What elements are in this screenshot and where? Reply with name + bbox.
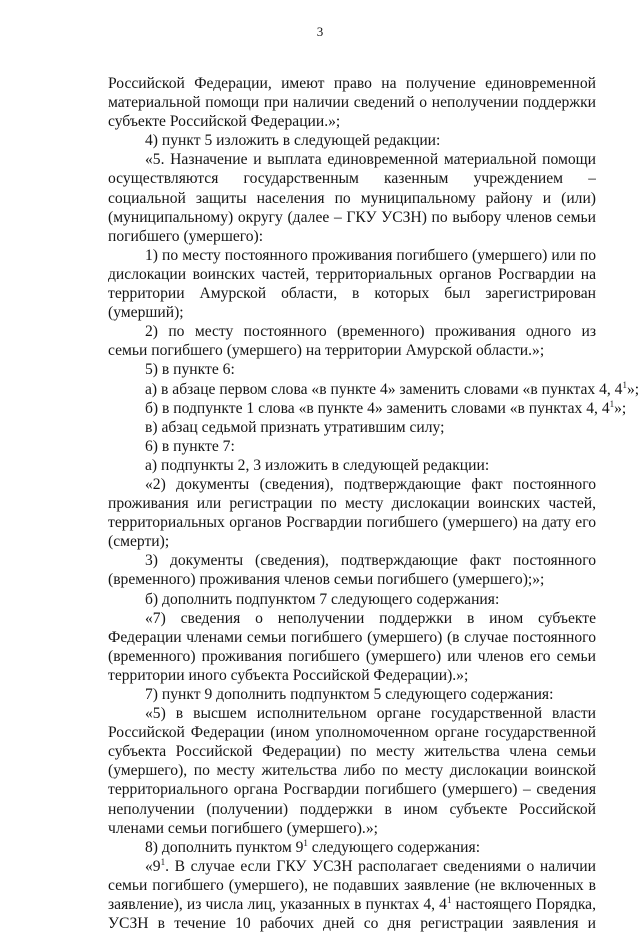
text-line	[108, 551, 596, 570]
text-line	[108, 265, 596, 284]
text-line	[108, 341, 596, 360]
text-line	[108, 437, 596, 456]
text-line-tail: следующего содержания:	[307, 838, 481, 856]
text-line-content: 4) пункт 5 изложить в следующей редакции:	[145, 132, 441, 150]
text-line	[108, 685, 596, 704]
text-line-content: семьи погибшего (умершего) на территории Амурской области.»;	[108, 342, 545, 360]
text-line-content: дислокации воинских частей, территориальных органов Росгвардии на	[108, 265, 596, 283]
text-line-content: территории иного субъекта Российской Федерации).»;	[108, 666, 469, 684]
text-line	[108, 284, 596, 303]
text-line-content: 8) дополнить пунктом 9	[145, 838, 304, 856]
text-line	[108, 570, 596, 589]
text-line	[108, 800, 596, 819]
text-line-content: «5) в высшем исполнительном органе государственной власти	[145, 705, 596, 723]
text-line	[108, 169, 596, 188]
text-line	[108, 398, 627, 418]
text-line-content: б) дополнить подпунктом 7 следующего содержания:	[145, 590, 500, 608]
text-line-content: субъекте Российской Федерации.»;	[108, 113, 341, 131]
text-line	[108, 590, 596, 609]
text-line	[108, 322, 596, 341]
text-line	[108, 532, 596, 551]
text-line	[108, 456, 596, 475]
text-line	[108, 360, 596, 379]
text-line-content: семьи погибшего (умершего), не подавших заявление (не включенных в	[108, 876, 596, 894]
text-line-content: (временного) проживания погибшего (умершего) или членов его семьи	[108, 647, 596, 665]
text-line-content: 7) пункт 9 дополнить подпунктом 5 следующего содержания:	[145, 686, 554, 703]
text-line	[108, 208, 596, 227]
text-line	[108, 246, 596, 265]
text-line	[108, 723, 596, 742]
text-line-content: 5) в пункте 6:	[145, 361, 235, 379]
text-line-content: (смерти);	[108, 533, 170, 551]
text-line-content: субъекта Российской Федерации) по месту жительства члена семьи	[108, 743, 596, 761]
text-line	[108, 418, 596, 437]
text-line-tail: »;	[614, 399, 627, 417]
text-line	[108, 74, 596, 93]
text-line-content: б) в подпункте 1 слова «в пункте 4» заменить словами «в пунктах 4, 4	[145, 399, 610, 417]
text-line-tail: . В случае если ГКУ УСЗН располагает сведениями о наличии	[165, 857, 596, 875]
text-line-tail: »;	[626, 380, 640, 398]
text-line-content: «2) документы (сведения), подтверждающие факт постоянного	[145, 475, 596, 493]
text-line-content: проживания или регистрации по месту дислокации воинских частей,	[108, 495, 596, 513]
text-line	[108, 93, 596, 112]
text-line-content: социальной защиты населения по муниципальному району и (или)	[108, 189, 596, 207]
text-line-content: заявление), из числа лиц, указанных в пунктах 4, 4	[108, 896, 447, 914]
text-line-tail: настоящего Порядка,	[455, 896, 596, 914]
text-line-content: «7) сведения о неполучении поддержки в ином субъекте	[145, 609, 596, 627]
superscript-index: 1	[446, 895, 452, 906]
text-line-content: 2) по месту постоянного (временного) проживания одного из	[145, 323, 596, 341]
text-line-content: 1) по месту постоянного проживания погибшего (умершего) или по	[145, 246, 596, 264]
document-body	[108, 74, 640, 933]
text-line-content: Российской Федерации (ином уполномоченном органе государственной	[108, 724, 596, 742]
text-line	[108, 609, 596, 628]
superscript-index: 1	[303, 837, 308, 848]
text-line-content: членами семьи погибшего (умершего).»;	[108, 819, 378, 837]
text-line-content: (умерший);	[108, 304, 184, 322]
text-line-content: 6) в пункте 7:	[145, 437, 235, 455]
text-line-content: (умершего), по месту жительства либо по месту дислокации воинской	[108, 762, 596, 780]
text-line	[108, 666, 596, 685]
text-line	[108, 704, 596, 723]
text-line-content: «5. Назначение и выплата единовременной материальной помощи	[145, 151, 596, 169]
text-line-content: территории Амурской области, в которых был зарегистрирован	[108, 285, 596, 303]
text-line	[108, 742, 596, 761]
text-line-content: (муниципальному) округу (далее – ГКУ УСЗН) по выбору членов семьи	[108, 208, 596, 226]
text-line-content: «9	[145, 857, 161, 875]
text-line-content: Федерации членами семьи погибшего (умершего) (в случае постоянного	[108, 628, 596, 646]
text-line	[108, 513, 596, 532]
superscript-index: 1	[622, 379, 627, 390]
text-line	[108, 379, 640, 399]
text-line	[108, 303, 596, 322]
text-line-content: осуществляются государственным казенным учреждением –	[108, 170, 596, 188]
text-line	[108, 494, 596, 513]
text-line	[108, 150, 596, 169]
text-line	[108, 761, 596, 780]
text-line	[108, 857, 596, 876]
text-line-content: территориального органа Росгвардии погибшего (умершего) – сведения	[108, 781, 596, 799]
superscript-index: 1	[609, 398, 615, 409]
text-line-content: территориальных органов Росгвардии погибшего (умершего) на дату его	[108, 514, 596, 532]
text-line-content: УСЗН в течение 10 рабочих дней со дня регистрации заявления и	[108, 915, 596, 933]
text-line	[108, 227, 596, 246]
text-line	[108, 780, 596, 799]
text-line	[108, 628, 596, 647]
text-line	[108, 475, 596, 494]
text-line-content: 3) документы (сведения), подтверждающие факт постоянного	[145, 552, 596, 570]
text-line	[108, 131, 596, 150]
text-line	[108, 819, 596, 838]
text-line	[108, 876, 596, 895]
text-line	[108, 189, 596, 208]
text-line	[108, 914, 596, 933]
text-line-content: а) подпункты 2, 3 изложить в следующей редакции:	[145, 456, 490, 474]
text-line	[108, 838, 596, 857]
text-line-content: неполучении (получении) поддержки в ином субъекте Российской	[108, 800, 596, 818]
text-line-content: материальной помощи при наличии сведений о неполучении поддержки	[108, 94, 596, 112]
text-line	[108, 647, 596, 666]
text-line-content: погибшего (умершего):	[108, 227, 264, 245]
text-line-content: в) абзац седьмой признать утратившим силу;	[145, 418, 445, 436]
text-line	[108, 112, 596, 131]
superscript-index: 1	[160, 856, 166, 867]
text-line-content: (временного) проживания членов семьи погибшего (умершего);»;	[108, 571, 545, 589]
page-number: 3	[316, 24, 324, 39]
text-line-content: Российской Федерации, имеют право на получение единовременной	[108, 75, 596, 92]
text-line-content: а) в абзаце первом слова «в пункте 4» заменить словами «в пунктах 4, 4	[145, 380, 623, 398]
